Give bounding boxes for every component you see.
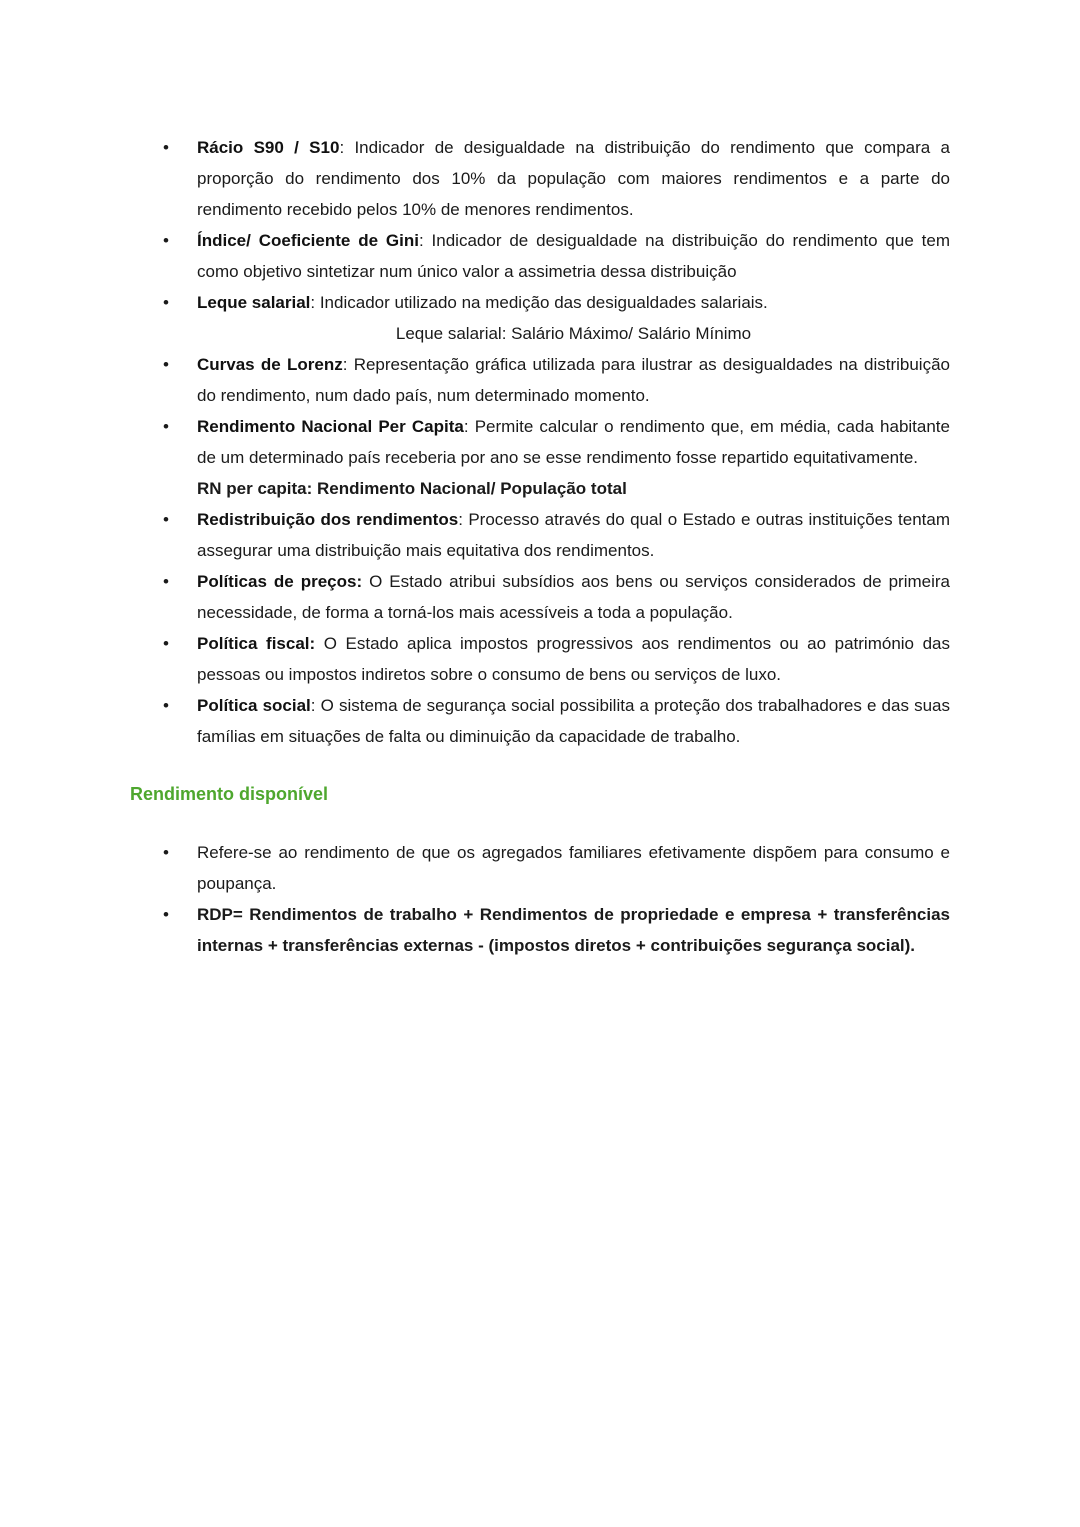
- list-item-curvas-lorenz: [130, 349, 950, 411]
- bullet-icon: •: [163, 634, 169, 653]
- definition-paragraph: [197, 287, 950, 318]
- list-item-racio-s90-s10: [130, 132, 950, 225]
- definition-text: : Permite calcular o rendimento que, em média, cada habitante de um determinado país receberia por ano se esse rendimento fosse repartido equitativamente.: [197, 417, 950, 467]
- definition-text: : Indicador de desigualdade na distribuição do rendimento que tem como objetivo sintetizar num único valor a assimetria dessa distribuição: [197, 231, 951, 281]
- term-label: Política fiscal:: [197, 634, 316, 653]
- bullet-icon: •: [163, 696, 169, 715]
- rdp-formula-text: RDP= Rendimentos de trabalho + Rendimentos de propriedade e empresa + transferências internas + transferências externas - (impostos diretos + contribuições segurança social).: [197, 905, 950, 955]
- bullet-icon: •: [163, 138, 169, 157]
- list-item-politica-fiscal: [130, 628, 950, 690]
- section-heading: Rendimento disponível: [130, 784, 329, 804]
- formula-line-rn-per-capita: RN per capita: Rendimento Nacional/ População total: [197, 479, 627, 498]
- list-item-rdp-formula: [130, 899, 950, 961]
- bullet-icon: •: [163, 905, 169, 924]
- term-label: Curvas de Lorenz: [197, 355, 343, 374]
- bullet-icon: •: [163, 572, 169, 591]
- rendimento-disponivel-list: [130, 837, 950, 961]
- definition-paragraph: [197, 411, 950, 473]
- bullet-icon: •: [163, 355, 169, 374]
- definition-text: O Estado aplica impostos progressivos aos rendimentos ou ao património das pessoas ou impostos indiretos sobre o consumo de bens ou serviços de luxo.: [197, 634, 950, 684]
- formula-line-leque-salarial: Leque salarial: Salário Máximo/ Salário Mínimo: [395, 324, 752, 343]
- list-item-redistribuicao: [130, 504, 950, 566]
- definition-paragraph: [197, 504, 950, 566]
- definition-text: : Indicador utilizado na medição das desigualdades salariais.: [310, 293, 768, 312]
- term-label: Índice/ Coeficiente de Gini: [197, 231, 419, 250]
- definition-paragraph: [197, 132, 950, 225]
- bullet-icon: •: [163, 293, 169, 312]
- definition-paragraph: [197, 690, 950, 752]
- term-label: Política social: [197, 696, 311, 715]
- list-item-indice-gini: [130, 225, 950, 287]
- definitions-list: [130, 132, 950, 752]
- term-label: Leque salarial: [197, 293, 311, 312]
- definition-text: : Indicador de desigualdade na distribuição do rendimento que compara a proporção do rendimento dos 10% da população com maiores rendimentos e a parte do rendimento recebido pelos 10% de menores rendimentos.: [197, 138, 951, 219]
- term-label: Políticas de preços:: [197, 572, 363, 591]
- definition-paragraph: Refere-se ao rendimento de que os agregados familiares efetivamente dispõem para consumo e poupança.: [197, 843, 950, 893]
- definition-text: : Processo através do qual o Estado e outras instituições tentam assegurar uma distribuição mais equitativa dos rendimentos.: [197, 510, 951, 560]
- list-item-politica-social: [130, 690, 950, 752]
- definition-text: : Representação gráfica utilizada para ilustrar as desigualdades na distribuição do rendimento, num dado país, num determinado momento.: [197, 355, 950, 405]
- definition-paragraph: [197, 628, 950, 690]
- term-label: Rácio S90 / S10: [197, 138, 340, 157]
- definition-paragraph: [197, 225, 950, 287]
- list-item-politicas-precos: [130, 566, 950, 628]
- term-label: Rendimento Nacional Per Capita: [197, 417, 464, 436]
- bullet-icon: •: [163, 510, 169, 529]
- bullet-icon: •: [163, 843, 169, 862]
- list-item-rendimento-per-capita: [130, 411, 950, 504]
- list-item-refere-se: [130, 837, 950, 899]
- definition-paragraph: [197, 349, 950, 411]
- bullet-icon: •: [163, 417, 169, 436]
- definition-text: O Estado atribui subsídios aos bens ou serviços considerados de primeira necessidade, de forma a torná-los mais acessíveis a toda a população.: [197, 572, 950, 622]
- term-label: Redistribuição dos rendimentos: [197, 510, 459, 529]
- definition-text: : O sistema de segurança social possibilita a proteção dos trabalhadores e das suas famílias em situações de falta ou diminuição da capacidade de trabalho.: [197, 696, 950, 746]
- bullet-icon: •: [163, 231, 169, 250]
- definition-paragraph: [197, 566, 950, 628]
- list-item-leque-salarial: [130, 287, 950, 349]
